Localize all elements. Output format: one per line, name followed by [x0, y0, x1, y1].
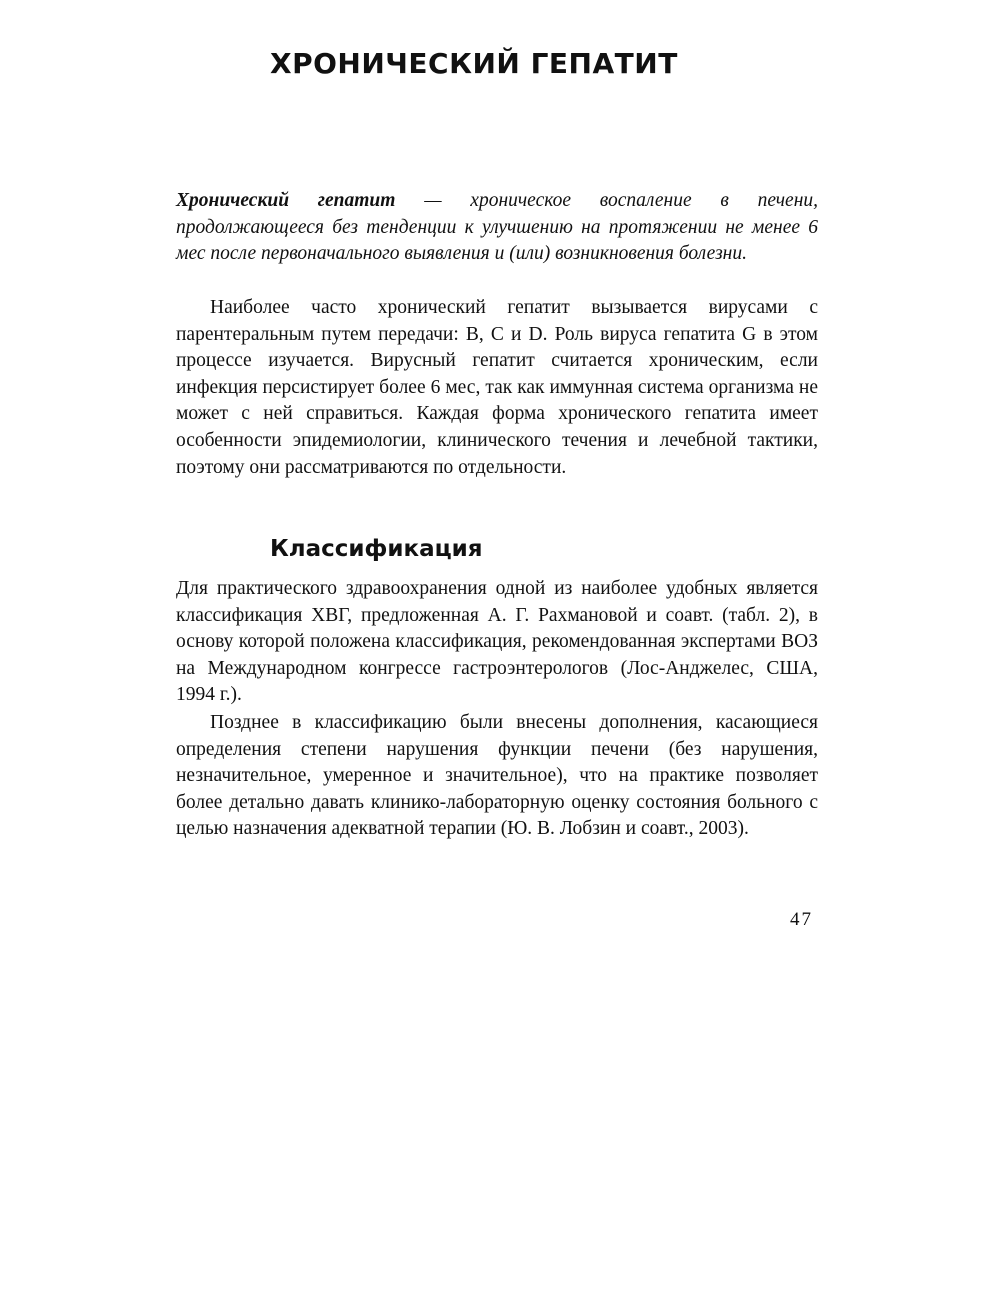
definition-text [176, 188, 818, 268]
intro-paragraph: Наиболее часто хронический гепатит вызывается вирусами с парентеральным путем передачи: B, C и D. Роль вируса гепатита G в этом процессе изучается. Вирусный гепатит считается хроническим, если инфекция персистирует более 6 мес, так как иммунная система организма не может с ней справиться. Каждая форма хронического гепатита имеет особенности эпидемиологии, клинического течения и лечебной тактики, поэтому они рассматриваются по отдельности. [176, 297, 818, 478]
definition-term: Хронический гепатит [176, 190, 396, 211]
classification-paragraph-2: Позднее в классификацию были внесены дополнения, касающиеся определения степени нарушения функции печени (без нарушения, незначительное, умеренное и значительное), что на практике позволяет более детально давать клинико-лабораторную оценку состояния больного с целью назначения адекватной терапии (Ю. В. Лобзин и соавт., 2003). [176, 712, 818, 840]
page-number: 47 [790, 909, 813, 930]
chapter-title: ХРОНИЧЕСКИЙ ГЕПАТИТ [270, 47, 678, 80]
classification-paragraph-1: Для практического здравоохранения одной из наиболее удобных является классификация ХВГ, предложенная А. Г. Рахмановой и соавт. (табл. 2), в основу которой положена классификация, рекомендованная экспертами ВОЗ на Международном конгрессе гастроэнтерологов (Лос-Анджелес, США, 1994 г.). [176, 578, 818, 706]
intro-paragraph-block [176, 295, 818, 481]
classification-paragraph-2-block [176, 710, 818, 843]
section-heading: Классификация [270, 536, 483, 562]
definition-body: — хроническое воспаление в печени, продолжающееся без тенденции к улучшению на протяжении не менее 6 мес после первоначального выявления и (или) возникновения болезни. [176, 190, 819, 265]
classification-paragraph-1-block [176, 576, 818, 709]
definition-paragraph [176, 188, 818, 268]
